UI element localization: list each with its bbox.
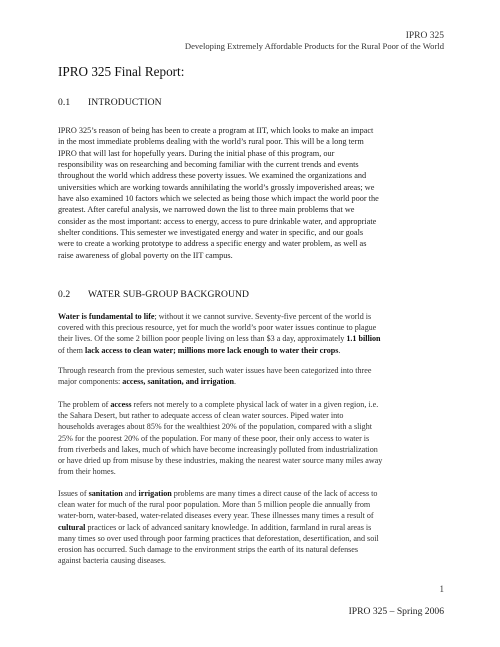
- introduction-paragraph: [58, 125, 448, 261]
- bold-phrase: 1.1 billion: [346, 334, 381, 344]
- text-line: water-born, water-based, water-related diseases every year. These illnesses many times a result of: [58, 511, 374, 521]
- text-run: The problem of: [58, 400, 111, 409]
- text-line: shelter conditions. This semester we investigated energy and water in specific, and our goals: [58, 228, 364, 238]
- text-line: households averages about 85% for the wealthiest 20% of the population, compared with a slight: [58, 422, 373, 432]
- text-run: practices or lack of advanced sanitary knowledge. In addition, farmland in rural areas is: [85, 522, 372, 532]
- text-line: or have dried up from misuse by these industries, making the nearest water source many miles away: [58, 456, 383, 466]
- text-run: refers not merely to a complete physical lack of water in a given region, i.e.: [131, 400, 379, 409]
- section-title: INTRODUCTION: [88, 97, 162, 108]
- section-number: 0.2: [58, 289, 71, 300]
- footer-text: IPRO 325 – Spring 2006: [348, 606, 444, 617]
- page-number: 1: [439, 584, 444, 594]
- text-run: of them: [58, 345, 85, 355]
- report-title: IPRO 325 Final Report:: [58, 64, 185, 79]
- text-line: [58, 376, 448, 387]
- water-paragraph: [58, 311, 448, 356]
- sanitation-paragraph: [58, 488, 448, 566]
- text-line: consider as the most important: access to energy, access to pure drinkable water, and appropriate: [58, 216, 377, 226]
- text-line: clean water for much of the rural poor population. More than 5 million people die annually from: [58, 500, 371, 510]
- bold-phrase: lack access to clean water; millions more lack enough to water their crops: [84, 345, 339, 355]
- header-course: IPRO 325: [405, 31, 444, 41]
- text-line: the Sahara Desert, but rather to adequate access of clean water sources. Piped water into: [58, 411, 344, 421]
- text-line: from riverbeds and lakes, much of which have become increasingly polluted from industrialization: [58, 444, 378, 454]
- text-run: and: [122, 489, 139, 498]
- text-line: IPRO that will last for hopefully years. During the initial phase of this program, our: [58, 148, 335, 158]
- section-title: WATER SUB-GROUP BACKGROUND: [88, 289, 250, 300]
- text-line: responsibility was on researching and becoming familiar with the current trends and events: [58, 160, 359, 170]
- text-line: were to create a working prototype to address a specific energy and water problem, as well as: [58, 239, 367, 249]
- bold-phrase: sanitation: [88, 489, 123, 498]
- text-line: [58, 488, 448, 499]
- text-line: [58, 522, 448, 533]
- text-line: greatest. After careful analysis, we narrowed down the list to three main problems that we: [58, 205, 355, 215]
- text-run: .: [338, 345, 341, 355]
- access-paragraph: [58, 399, 448, 477]
- text-line: [58, 399, 448, 410]
- section-number: 0.1: [58, 97, 71, 108]
- text-run: .: [234, 377, 237, 387]
- bold-phrase: access, sanitation, and irrigation: [122, 377, 235, 387]
- text-line: erosion has occurred. Such damage to the environment strips the earth of its natural defenses: [58, 545, 359, 555]
- text-run: their lives. Of the some 2 billion poor people living on less than $3 a day, approximately: [58, 334, 347, 344]
- section-heading-water: [58, 289, 249, 300]
- header-subtitle: Developing Extremely Affordable Products for the Rural Poor of the World: [184, 41, 444, 51]
- text-line: from their homes.: [58, 467, 116, 477]
- text-run: major components:: [58, 377, 123, 387]
- text-line: throughout the world which address these poverty issues. We examined the organizations and: [58, 171, 367, 181]
- text-line: in the most immediate problems dealing with the world’s rural poor. This will be a long term: [58, 137, 364, 147]
- text-line: Through research from the previous semester, such water issues have been categorized into three: [58, 366, 372, 375]
- text-line: universities which are working towards annihilating the world’s grossly impoverished areas; we: [58, 182, 375, 192]
- text-run: problems are many times a direct cause of the lack of access to: [171, 489, 378, 498]
- section-heading-introduction: [58, 97, 162, 108]
- text-line: [58, 345, 448, 356]
- text-line: many times so over used through poor farming practices that deforestation, desertification, and soil: [58, 533, 379, 543]
- text-line: 25% for the poorest 20% of the population. For many of these poor, their only access to water is: [58, 433, 370, 443]
- research-paragraph: [58, 365, 448, 387]
- bold-phrase: cultural: [58, 522, 86, 532]
- bold-phrase: access: [110, 400, 132, 409]
- text-run: Issues of: [58, 489, 89, 498]
- text-line: have also examined 10 factors which we selected as being those which impact the world poor the: [58, 194, 379, 204]
- text-line: raise awareness of global poverty on the IIT campus.: [58, 250, 233, 260]
- text-line: [58, 311, 448, 322]
- text-run: ; without it we cannot survive. Seventy-five percent of the world is: [154, 312, 372, 321]
- text-line: covered with this precious resource, yet for much the world’s poor water issues continue to plague: [58, 323, 377, 333]
- bold-phrase: irrigation: [138, 489, 172, 498]
- text-line: [58, 333, 448, 344]
- text-line: against bacteria causing diseases.: [58, 556, 166, 566]
- text-line: IPRO 325’s reason of being has been to create a program at IIT, which looks to make an impact: [58, 126, 374, 135]
- bold-phrase: Water is fundamental to life: [58, 312, 155, 321]
